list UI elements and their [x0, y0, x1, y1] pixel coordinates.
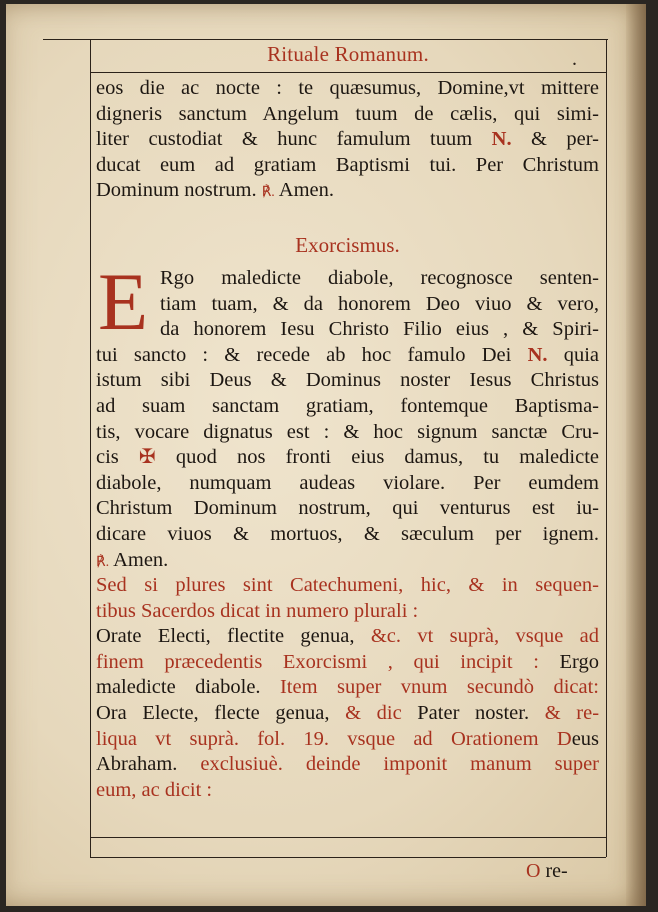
text-line: tiam tuam, & da honorem Deo viuo & vero,: [160, 292, 599, 315]
text-line: dicare viuos & mortuos, & sæculum per ignem.: [96, 522, 599, 545]
text-line: Ora Electe, flecte genua, & dic Pater noster. & re-: [96, 702, 600, 725]
text-line: Abraham. exclusiuè. deinde imponit manum super: [96, 753, 600, 776]
frame-top-rule: [43, 39, 608, 40]
text-line: cis ✠ quod nos fronti eius damus, tu maledicte: [96, 446, 599, 469]
body-text: [96, 76, 599, 803]
cross-icon: ✠: [138, 446, 156, 469]
n-mark: N.: [491, 128, 512, 151]
text-line: da honorem Iesu Christo Filio eius , & Spiri-: [160, 318, 599, 341]
n-mark: N.: [527, 343, 548, 366]
text-line: liter custodiat & hunc famulum tuum N. & per-: [96, 128, 600, 151]
frame-right-rule: [606, 39, 607, 857]
text-line: digneris sanctum Angelum tuum de cælis, qui simi-: [96, 102, 599, 125]
text-line: ℟. Amen.: [96, 548, 169, 571]
book-page: [6, 4, 646, 906]
response-mark: ℟.: [96, 554, 110, 570]
text-line: tis, vocare dignatus est : & hoc signum sanctæ Cru-: [96, 420, 599, 443]
rubric-line: Sed si plures sint Catechumeni, hic, & in sequen-: [96, 574, 599, 597]
text-line: diabole, numquam audeas violare. Per eumdem: [96, 471, 599, 494]
text-line: ad suam sanctam gratiam, fontemque Baptisma-: [96, 394, 599, 417]
signature-mark: .: [572, 48, 577, 70]
text-line: Dominum nostrum. ℟. Amen.: [96, 179, 335, 202]
response-mark: ℟.: [261, 185, 275, 201]
frame-left-rule: [90, 39, 91, 857]
text-line: ducat eum ad gratiam Baptismi tui. Per Christum: [96, 153, 599, 176]
header-rule: [90, 72, 606, 73]
text-line: maledicte diabole. Item super vnum secundò dicat:: [96, 676, 599, 699]
text-line: Orate Electi, flectite genua, &c. vt suprà, vsque ad: [96, 625, 599, 648]
text-line: istum sibi Deus & Dominus noster Iesus Christus: [96, 369, 599, 392]
page-gutter-shadow: [626, 4, 646, 906]
section-heading: Exorcismus.: [295, 232, 400, 257]
text-line: Rgo maledicte diabole, recognosce senten-: [160, 266, 599, 289]
text-line: Christum Dominum nostrum, qui venturus est iu-: [96, 497, 599, 520]
text-line: tui sancto : & recede ab hoc famulo Dei N. quia: [96, 343, 599, 366]
rubric-line: tibus Sacerdos dicat in numero plurali :: [96, 599, 419, 622]
running-head: Rituale Romanum.: [267, 42, 429, 66]
bottom-rule: [90, 857, 606, 858]
text-line: eos die ac nocte : te quæsumus, Domine,vt mittere: [96, 77, 599, 99]
text-line: finem præcedentis Exorcismi , qui incipit : Ergo: [96, 650, 599, 673]
rubric-line: eum, ac dicit :: [96, 778, 213, 801]
drop-capital: E: [98, 255, 149, 347]
text-line: liqua vt suprà. fol. 19. vsque ad Orationem Deus: [96, 727, 600, 750]
footer-rule: [90, 837, 606, 838]
catchword: O re-: [526, 860, 568, 882]
